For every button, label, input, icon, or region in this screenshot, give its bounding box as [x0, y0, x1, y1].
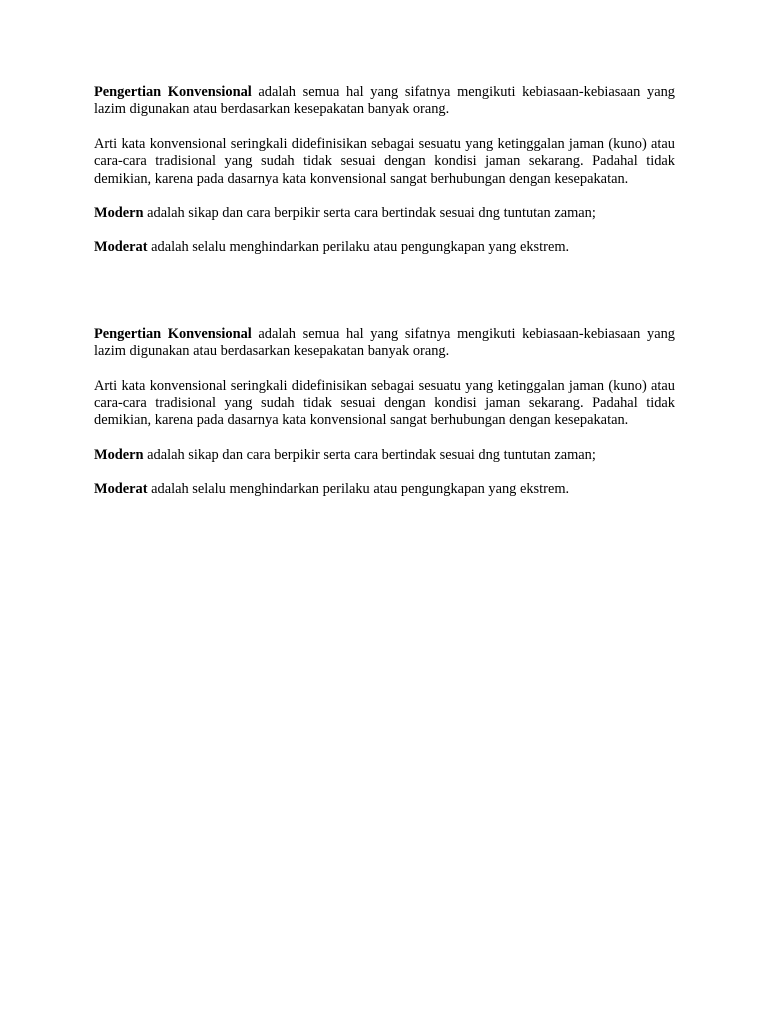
term-konvensional: Pengertian Konvensional: [94, 325, 252, 342]
term-modern: Modern: [94, 446, 144, 463]
paragraph-konvensional-meaning: Arti kata konvensional seringkali didefinisikan sebagai sesuatu yang ketinggalan jaman (kuno) atau cara-cara tradisional yang sudah tidak sesuai dengan kondisi jaman sekarang. Padahal tidak demikian, karena pada dasarnya kata konvensional sangat berhubungan dengan kesepakatan.: [94, 377, 675, 429]
moderat-definition-text: adalah selalu menghindarkan perilaku atau pengungkapan yang ekstrem.: [147, 481, 570, 498]
document-section-1: [94, 84, 675, 257]
paragraph-konvensional-definition: [94, 326, 675, 361]
paragraph-modern-definition: [94, 205, 675, 222]
term-moderat: Moderat: [94, 239, 148, 256]
term-modern: Modern: [94, 205, 144, 222]
term-moderat: Moderat: [94, 481, 148, 498]
paragraph-konvensional-meaning: Arti kata konvensional seringkali didefinisikan sebagai sesuatu yang ketinggalan jaman (kuno) atau cara-cara tradisional yang sudah tidak sesuai dengan kondisi jaman sekarang. Padahal tidak demikian, karena pada dasarnya kata konvensional sangat berhubungan dengan kesepakatan.: [94, 135, 675, 187]
paragraph-modern-definition: [94, 447, 675, 464]
paragraph-moderat-definition: [94, 481, 675, 498]
modern-definition-text: adalah sikap dan cara berpikir serta cara bertindak sesuai dng tuntutan zaman;: [143, 446, 596, 463]
paragraph-konvensional-definition: [94, 84, 675, 119]
modern-definition-text: adalah sikap dan cara berpikir serta cara bertindak sesuai dng tuntutan zaman;: [143, 205, 596, 222]
konvensional-definition-text: adalah semua hal yang sifatnya mengikuti kebiasaan-kebiasaan yang lazim digunakan atau berdasarkan kesepakatan banyak orang.: [94, 84, 675, 118]
moderat-definition-text: adalah selalu menghindarkan perilaku atau pengungkapan yang ekstrem.: [147, 239, 570, 256]
document-page: [94, 84, 675, 499]
term-konvensional: Pengertian Konvensional: [94, 84, 252, 100]
document-section-2: [94, 326, 675, 499]
paragraph-moderat-definition: [94, 239, 675, 256]
konvensional-definition-text: adalah semua hal yang sifatnya mengikuti kebiasaan-kebiasaan yang lazim digunakan atau berdasarkan kesepakatan banyak orang.: [94, 325, 675, 360]
